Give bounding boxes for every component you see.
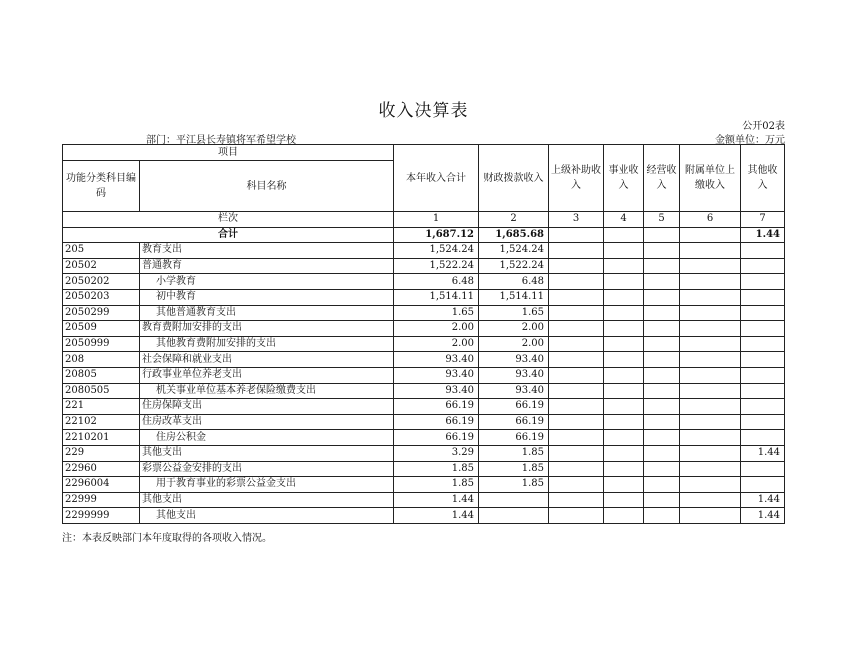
subject-code: 2050203 xyxy=(63,289,140,305)
subject-code: 22960 xyxy=(63,461,140,477)
other-value xyxy=(741,274,785,290)
fiscal-value: 1,522.24 xyxy=(479,258,549,274)
total-affiliated-value xyxy=(680,227,741,243)
business-value xyxy=(604,414,644,430)
table-row xyxy=(63,289,785,305)
total-income-value: 6.48 xyxy=(394,274,479,290)
total-row-label: 合计 xyxy=(63,227,394,243)
total-other-value: 1.44 xyxy=(741,227,785,243)
table-row xyxy=(63,383,785,399)
business-value xyxy=(604,383,644,399)
table-row xyxy=(63,492,785,508)
other-value xyxy=(741,321,785,337)
superior-value xyxy=(549,289,604,305)
business-value xyxy=(604,352,644,368)
fiscal-value: 1,524.24 xyxy=(479,243,549,259)
fiscal-value: 1.85 xyxy=(479,477,549,493)
footnote: 注：本表反映部门本年度取得的各项收入情况。 xyxy=(62,533,272,544)
superior-value xyxy=(549,367,604,383)
table-row xyxy=(63,461,785,477)
subject-name: 用于教育事业的彩票公益金支出 xyxy=(140,477,394,493)
subject-code: 2050299 xyxy=(63,305,140,321)
operating-value xyxy=(644,258,680,274)
superior-value xyxy=(549,305,604,321)
affiliated-value xyxy=(680,336,741,352)
subject-code: 2080505 xyxy=(63,383,140,399)
subject-name: 普通教育 xyxy=(140,258,394,274)
subject-name: 住房公积金 xyxy=(140,430,394,446)
business-value xyxy=(604,274,644,290)
fiscal-value: 2.00 xyxy=(479,321,549,337)
subject-name: 其他教育费附加安排的支出 xyxy=(140,336,394,352)
subject-name: 机关事业单位基本养老保险缴费支出 xyxy=(140,383,394,399)
superior-value xyxy=(549,274,604,290)
table-row xyxy=(63,367,785,383)
total-income-value: 1,687.12 xyxy=(394,227,479,243)
fiscal-value: 2.00 xyxy=(479,336,549,352)
superior-value xyxy=(549,321,604,337)
operating-value xyxy=(644,414,680,430)
business-value xyxy=(604,445,644,461)
other-value xyxy=(741,305,785,321)
table-row xyxy=(63,445,785,461)
total-income-value: 1,524.24 xyxy=(394,243,479,259)
table-row xyxy=(63,352,785,368)
affiliated-value xyxy=(680,258,741,274)
header-other: 其他收入 xyxy=(741,145,785,212)
subject-code: 2210201 xyxy=(63,430,140,446)
subject-name: 小学教育 xyxy=(140,274,394,290)
table-row xyxy=(63,477,785,493)
superior-value xyxy=(549,492,604,508)
total-income-value: 66.19 xyxy=(394,414,479,430)
other-value xyxy=(741,430,785,446)
superior-value xyxy=(549,461,604,477)
header-fiscal: 财政拨款收入 xyxy=(479,145,549,212)
fiscal-value: 66.19 xyxy=(479,430,549,446)
header-project: 项目 xyxy=(63,145,394,161)
affiliated-value xyxy=(680,289,741,305)
form-code: 公开02表 xyxy=(742,121,785,132)
table-body xyxy=(63,243,785,524)
other-value xyxy=(741,414,785,430)
subject-name: 彩票公益金安排的支出 xyxy=(140,461,394,477)
total-income-value: 1.85 xyxy=(394,477,479,493)
subject-name: 社会保障和就业支出 xyxy=(140,352,394,368)
subject-code: 2050999 xyxy=(63,336,140,352)
subject-name: 初中教育 xyxy=(140,289,394,305)
other-value xyxy=(741,289,785,305)
subject-code: 221 xyxy=(63,399,140,415)
business-value xyxy=(604,305,644,321)
affiliated-value xyxy=(680,274,741,290)
subject-code: 20805 xyxy=(63,367,140,383)
affiliated-value xyxy=(680,414,741,430)
table-row xyxy=(63,321,785,337)
subject-code: 20509 xyxy=(63,321,140,337)
business-value xyxy=(604,399,644,415)
table-row xyxy=(63,243,785,259)
operating-value xyxy=(644,492,680,508)
superior-value xyxy=(549,352,604,368)
header-operating: 经营收入 xyxy=(644,145,680,212)
column-index: 1 xyxy=(394,212,479,228)
superior-value xyxy=(549,258,604,274)
operating-value xyxy=(644,289,680,305)
unit-label: 金额单位：万元 xyxy=(715,135,785,146)
subject-name: 其他支出 xyxy=(140,445,394,461)
affiliated-value xyxy=(680,305,741,321)
business-value xyxy=(604,461,644,477)
table-row xyxy=(63,305,785,321)
operating-value xyxy=(644,352,680,368)
total-income-value: 1,522.24 xyxy=(394,258,479,274)
subject-name: 其他普通教育支出 xyxy=(140,305,394,321)
fiscal-value: 93.40 xyxy=(479,352,549,368)
other-value xyxy=(741,336,785,352)
total-income-value: 2.00 xyxy=(394,321,479,337)
header-subject-name: 科目名称 xyxy=(140,161,394,212)
superior-value xyxy=(549,243,604,259)
operating-value xyxy=(644,461,680,477)
column-index: 2 xyxy=(479,212,549,228)
table-row xyxy=(63,430,785,446)
header-func-code: 功能分类科目编码 xyxy=(63,161,140,212)
other-value: 1.44 xyxy=(741,492,785,508)
column-index: 4 xyxy=(604,212,644,228)
affiliated-value xyxy=(680,367,741,383)
operating-value xyxy=(644,445,680,461)
subject-name: 教育支出 xyxy=(140,243,394,259)
affiliated-value xyxy=(680,399,741,415)
table-row xyxy=(63,399,785,415)
operating-value xyxy=(644,508,680,524)
fiscal-value: 1.85 xyxy=(479,445,549,461)
fiscal-value: 93.40 xyxy=(479,383,549,399)
subject-code: 22999 xyxy=(63,492,140,508)
other-value xyxy=(741,367,785,383)
affiliated-value xyxy=(680,243,741,259)
other-value: 1.44 xyxy=(741,508,785,524)
total-income-value: 1,514.11 xyxy=(394,289,479,305)
subject-code: 2299999 xyxy=(63,508,140,524)
other-value xyxy=(741,461,785,477)
business-value xyxy=(604,477,644,493)
operating-value xyxy=(644,430,680,446)
subject-code: 2050202 xyxy=(63,274,140,290)
fiscal-value: 66.19 xyxy=(479,414,549,430)
superior-value xyxy=(549,336,604,352)
table-row xyxy=(63,414,785,430)
subject-name: 住房改革支出 xyxy=(140,414,394,430)
fiscal-value xyxy=(479,508,549,524)
subject-code: 208 xyxy=(63,352,140,368)
column-index: 5 xyxy=(644,212,680,228)
table-row xyxy=(63,508,785,524)
operating-value xyxy=(644,399,680,415)
affiliated-value xyxy=(680,352,741,368)
business-value xyxy=(604,367,644,383)
total-income-value: 1.44 xyxy=(394,492,479,508)
column-index: 3 xyxy=(549,212,604,228)
fiscal-value: 1.65 xyxy=(479,305,549,321)
subject-name: 其他支出 xyxy=(140,492,394,508)
subject-code: 229 xyxy=(63,445,140,461)
operating-value xyxy=(644,383,680,399)
superior-value xyxy=(549,445,604,461)
affiliated-value xyxy=(680,508,741,524)
operating-value xyxy=(644,477,680,493)
total-income-value: 66.19 xyxy=(394,399,479,415)
total-income-value: 93.40 xyxy=(394,352,479,368)
subject-name: 住房保障支出 xyxy=(140,399,394,415)
affiliated-value xyxy=(680,492,741,508)
business-value xyxy=(604,321,644,337)
column-index: 6 xyxy=(680,212,741,228)
operating-value xyxy=(644,336,680,352)
other-value xyxy=(741,399,785,415)
total-income-value: 93.40 xyxy=(394,367,479,383)
table-row xyxy=(63,274,785,290)
subject-code: 2296004 xyxy=(63,477,140,493)
header-business: 事业收入 xyxy=(604,145,644,212)
other-value: 1.44 xyxy=(741,445,785,461)
fiscal-value: 1,514.11 xyxy=(479,289,549,305)
affiliated-value xyxy=(680,477,741,493)
business-value xyxy=(604,258,644,274)
operating-value xyxy=(644,321,680,337)
fiscal-value: 1.85 xyxy=(479,461,549,477)
total-operating-value xyxy=(644,227,680,243)
operating-value xyxy=(644,367,680,383)
column-index: 7 xyxy=(741,212,785,228)
table-row xyxy=(63,336,785,352)
subject-code: 22102 xyxy=(63,414,140,430)
superior-value xyxy=(549,383,604,399)
superior-value xyxy=(549,477,604,493)
business-value xyxy=(604,492,644,508)
subject-code: 20502 xyxy=(63,258,140,274)
affiliated-value xyxy=(680,430,741,446)
fiscal-value: 6.48 xyxy=(479,274,549,290)
business-value xyxy=(604,289,644,305)
superior-value xyxy=(549,414,604,430)
operating-value xyxy=(644,274,680,290)
subject-name: 行政事业单位养老支出 xyxy=(140,367,394,383)
total-income-value: 2.00 xyxy=(394,336,479,352)
affiliated-value xyxy=(680,461,741,477)
header-superior: 上级补助收入 xyxy=(549,145,604,212)
other-value xyxy=(741,477,785,493)
income-table xyxy=(62,144,785,524)
fiscal-value: 93.40 xyxy=(479,367,549,383)
total-business-value xyxy=(604,227,644,243)
superior-value xyxy=(549,430,604,446)
business-value xyxy=(604,243,644,259)
other-value xyxy=(741,258,785,274)
column-index-label: 栏次 xyxy=(63,212,394,228)
operating-value xyxy=(644,243,680,259)
affiliated-value xyxy=(680,383,741,399)
total-superior-value xyxy=(549,227,604,243)
page-title: 收入决算表 xyxy=(378,101,469,121)
total-fiscal-value: 1,685.68 xyxy=(479,227,549,243)
header-total-income: 本年收入合计 xyxy=(394,145,479,212)
other-value xyxy=(741,383,785,399)
business-value xyxy=(604,336,644,352)
total-income-value: 1.65 xyxy=(394,305,479,321)
total-income-value: 3.29 xyxy=(394,445,479,461)
header-affiliated: 附属单位上缴收入 xyxy=(680,145,741,212)
subject-name: 教育费附加安排的支出 xyxy=(140,321,394,337)
fiscal-value xyxy=(479,492,549,508)
table-row xyxy=(63,258,785,274)
affiliated-value xyxy=(680,445,741,461)
total-income-value: 1.85 xyxy=(394,461,479,477)
fiscal-value: 66.19 xyxy=(479,399,549,415)
superior-value xyxy=(549,508,604,524)
affiliated-value xyxy=(680,321,741,337)
operating-value xyxy=(644,305,680,321)
business-value xyxy=(604,508,644,524)
other-value xyxy=(741,243,785,259)
subject-code: 205 xyxy=(63,243,140,259)
total-income-value: 1.44 xyxy=(394,508,479,524)
department-label: 部门：平江县长寿镇将军希望学校 xyxy=(146,135,296,146)
superior-value xyxy=(549,399,604,415)
subject-name: 其他支出 xyxy=(140,508,394,524)
business-value xyxy=(604,430,644,446)
total-income-value: 66.19 xyxy=(394,430,479,446)
other-value xyxy=(741,352,785,368)
total-income-value: 93.40 xyxy=(394,383,479,399)
